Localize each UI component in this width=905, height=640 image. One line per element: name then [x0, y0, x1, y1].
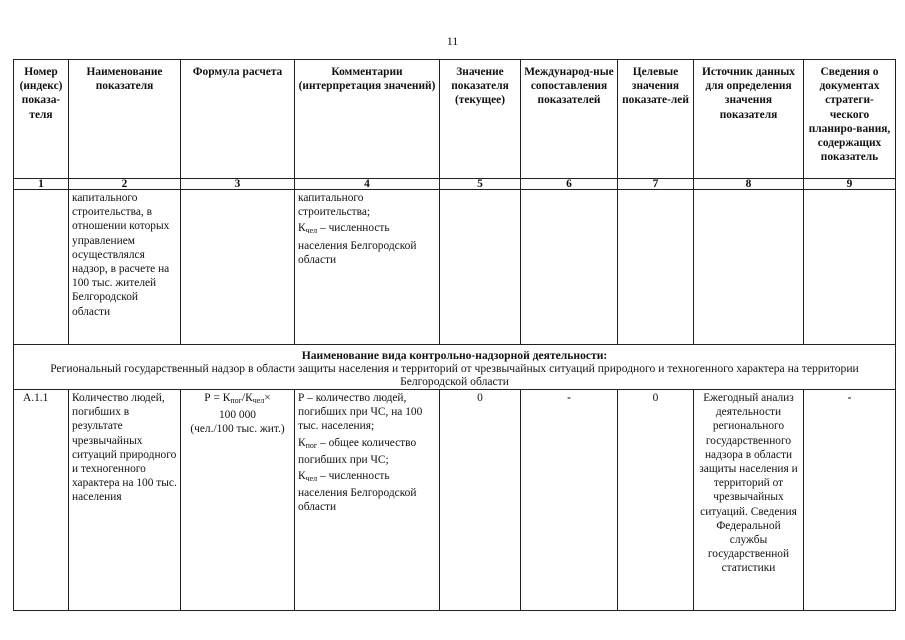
formula-multiplier: 100 000 [218, 409, 257, 422]
column-number: 5 [440, 179, 521, 190]
cell-empty [440, 190, 521, 345]
comment-k-chel [298, 469, 436, 515]
indicator-comment [295, 390, 440, 611]
var-letter: К [298, 222, 306, 235]
cell-empty [181, 190, 295, 345]
var-letter: К [298, 470, 306, 483]
var-description: – численность населения Белгородской области [298, 222, 417, 266]
formula-part: /К [241, 392, 253, 404]
indicator-source: Ежегодный анализ деятельности регионального государственного надзора в области защиты населения и территорий от чрезвычайных ситуаций. Сведения Федеральной службы государственной статистики [694, 390, 804, 611]
comment-k-pog [298, 436, 436, 467]
indicator-formula [181, 390, 295, 611]
column-number: 7 [618, 179, 694, 190]
column-number-row [14, 179, 896, 190]
formula-subscript: пог [230, 396, 242, 405]
continuation-comment [295, 190, 440, 345]
column-number: 3 [181, 179, 295, 190]
var-description: – общее количество погибших при ЧС; [298, 436, 417, 466]
header-strategic-docs: Сведения о документах стратеги-ческого планиро-вания, содержащих показатель [804, 60, 896, 179]
comment-line: капитального строительства; [298, 192, 371, 219]
header-target: Целевые значения показате-лей [618, 60, 694, 179]
var-subscript: чел [305, 226, 318, 236]
column-number: 4 [295, 179, 440, 190]
var-subscript: пог [305, 440, 318, 450]
section-header-row [14, 345, 896, 390]
header-formula: Формула расчета [181, 60, 295, 179]
continuation-name: капитального строительства, в отношении которых управлением осуществлялся надзор, в расчете на 100 тыс. жителей Белгородской области [69, 190, 181, 345]
cell-empty [618, 190, 694, 345]
header-international: Международ-ные сопоставления показателей [521, 60, 618, 179]
indicators-table [13, 59, 896, 611]
continuation-row [14, 190, 896, 345]
page-number: 11 [446, 34, 459, 48]
cell-empty [804, 190, 896, 345]
formula-subscript: чел [252, 396, 265, 405]
indicator-current-value: 0 [440, 390, 521, 611]
header-source: Источник данных для определения значения показателя [694, 60, 804, 179]
section-title: Наименование вида контрольно-надзорной деятельности: [301, 349, 608, 362]
indicator-index: А.1.1 [14, 390, 69, 611]
header-row [14, 60, 896, 179]
indicator-target-value: 0 [618, 390, 694, 611]
comment-variable [298, 221, 436, 267]
formula-part: × [264, 392, 271, 404]
var-letter: К [298, 436, 306, 449]
formula-part: Р = К [204, 392, 231, 404]
header-comments: Комментарии (интерпретация значений) [295, 60, 440, 179]
column-number: 1 [14, 179, 69, 190]
section-subtitle: Региональный государственный надзор в области защиты населения и территорий от чрезвычайных ситуаций природного и техногенного характера на территории Белгородской области [50, 362, 859, 388]
table-row [14, 390, 896, 611]
column-number: 6 [521, 179, 618, 190]
column-number: 8 [694, 179, 804, 190]
comment-p: Р – количество людей, погибших при ЧС, на 100 тыс. населения; [298, 392, 423, 433]
var-subscript: чел [305, 474, 318, 484]
indicator-international: - [521, 390, 618, 611]
cell-empty [14, 190, 69, 345]
var-description: – численность населения Белгородской области [298, 470, 417, 514]
indicator-strategic-docs: - [804, 390, 896, 611]
column-number: 2 [69, 179, 181, 190]
section-header [14, 345, 896, 390]
header-name: Наименование показателя [69, 60, 181, 179]
cell-empty [694, 190, 804, 345]
cell-empty [521, 190, 618, 345]
header-current-value: Значение показателя (текущее) [440, 60, 521, 179]
header-index: Номер (индекс) показа-теля [14, 60, 69, 179]
formula-unit: (чел./100 тыс. жит.) [190, 423, 285, 436]
indicator-name: Количество людей, погибших в результате чрезвычайных ситуаций природного и техногенного характера на 100 тыс. населения [69, 390, 181, 611]
column-number: 9 [804, 179, 896, 190]
